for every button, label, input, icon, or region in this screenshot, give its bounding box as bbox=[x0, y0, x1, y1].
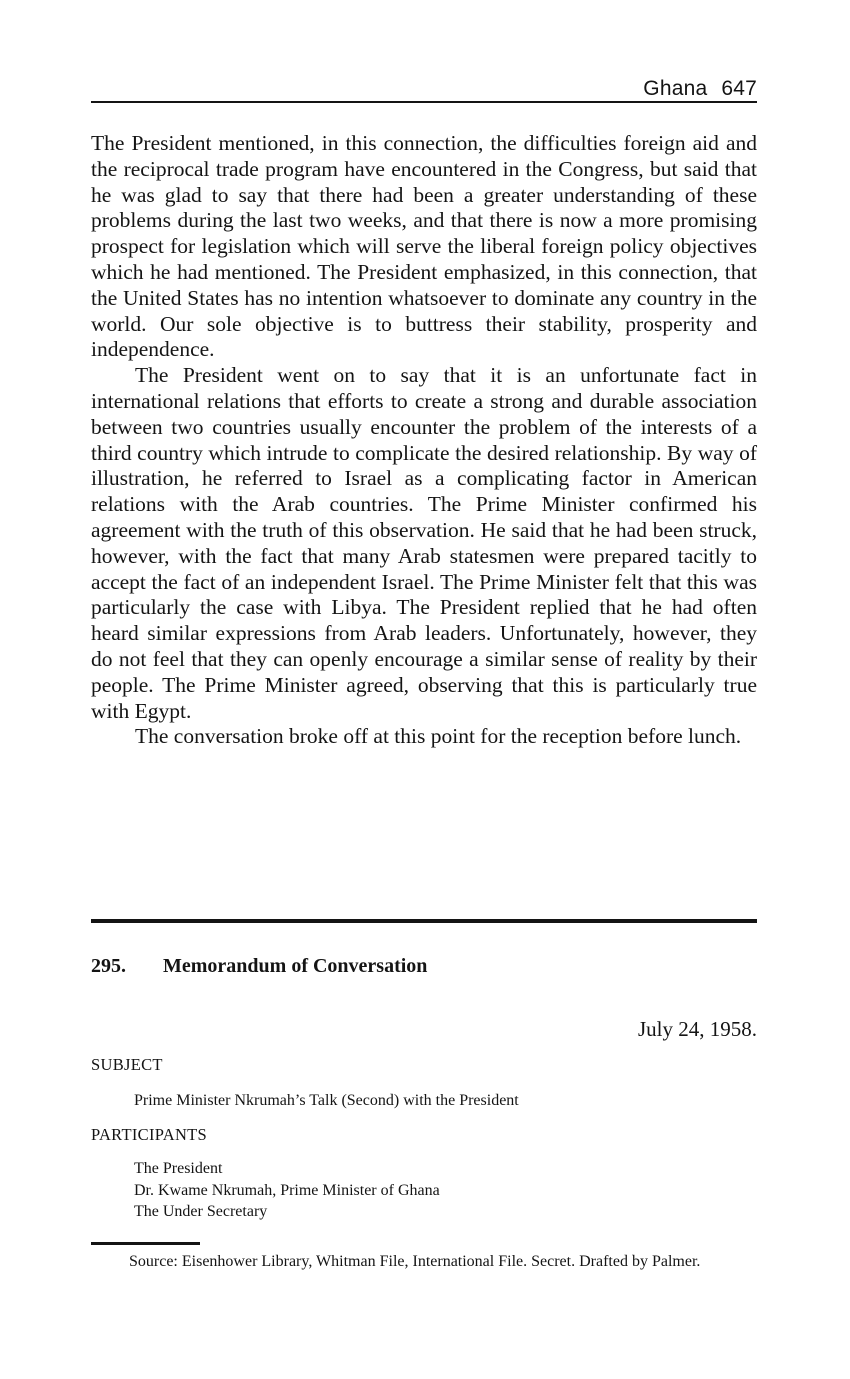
subject-text: Prime Minister Nkrumah’s Talk (Second) with the President bbox=[134, 1092, 519, 1109]
document-title: Memorandum of Conversation bbox=[163, 955, 428, 977]
participants-label: PARTICIPANTS bbox=[91, 1125, 208, 1144]
body-paragraph-3: The conversation broke off at this point for the reception before lunch. bbox=[135, 724, 742, 749]
subject-label: SUBJECT bbox=[91, 1055, 163, 1074]
source-footnote: Source: Eisenhower Library, Whitman File, International File. Secret. Drafted by Palmer. bbox=[129, 1253, 701, 1270]
participant-item: The Under Secretary bbox=[134, 1203, 268, 1220]
participant-item: Dr. Kwame Nkrumah, Prime Minister of Ghana bbox=[134, 1181, 440, 1199]
participants-list bbox=[134, 1158, 440, 1223]
document-date: July 24, 1958. bbox=[637, 1017, 757, 1041]
body-paragraph-1: The President mentioned, in this connection, the difficulties foreign aid and the reciprocal trade program have encountered in the Congress, but said that he was glad to say that there had been a greater understanding of these problems during the last two weeks, and that there is now a more promising prospect for legislation which will serve the liberal foreign policy objectives which he had mentioned. The President emphasized, in this connection, that the United States has no intention whatsoever to dominate any country in the world. Our sole objective is to buttress their stability, prosperity and independence. bbox=[91, 131, 757, 362]
document-heading bbox=[91, 953, 427, 979]
running-title: Ghana bbox=[643, 77, 708, 100]
body-text bbox=[91, 131, 757, 750]
document-number: 295. bbox=[91, 955, 126, 977]
section-divider bbox=[91, 919, 757, 923]
footnote-rule bbox=[91, 1242, 200, 1245]
header-rule bbox=[91, 101, 757, 103]
running-header bbox=[643, 76, 757, 102]
participant-item: The President bbox=[134, 1160, 223, 1177]
body-paragraph-2: The President went on to say that it is an unfortunate fact in international relations that efforts to create a strong and durable association between two countries usually encounter the problem of the interests of a third country which intrude to complicate the desired relationship. By way of illustration, he referred to Israel as a complicating factor in American relations with the Arab countries. The Prime Minister confirmed his agreement with the truth of this observation. He said that he had been struck, however, with the fact that many Arab statesmen were prepared tacitly to accept the fact of an independent Israel. The Prime Minister felt that this was particularly the case with Libya. The President replied that he had often heard similar expressions from Arab leaders. Unfortunately, however, they do not feel that they can openly encourage a similar sense of reality by their people. The Prime Minister agreed, observing that this is particularly true with Egypt. bbox=[91, 363, 757, 723]
page-number: 647 bbox=[721, 77, 757, 100]
